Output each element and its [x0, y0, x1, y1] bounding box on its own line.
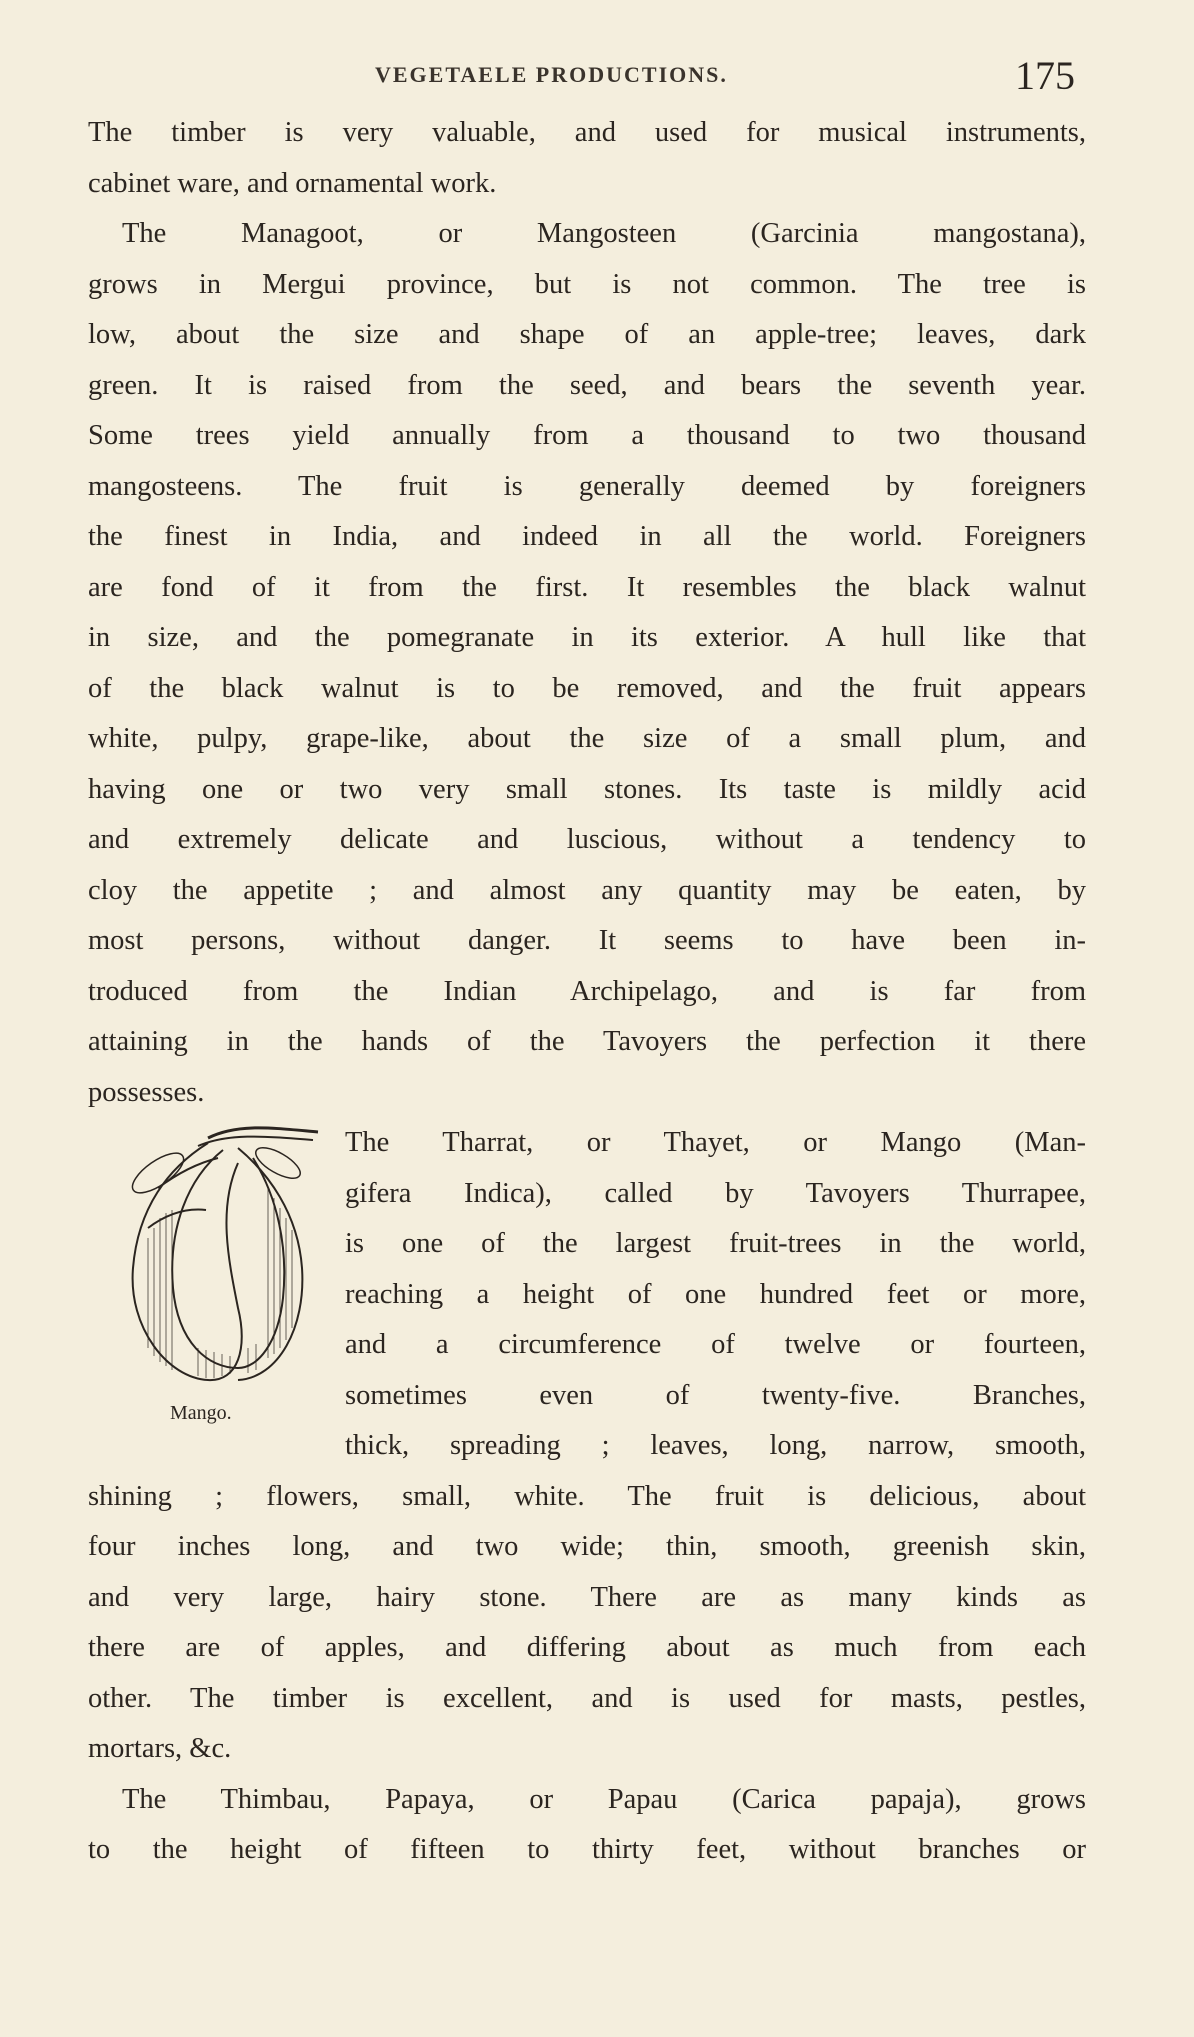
- text-line: cloy the appetite ; and almost any quantity may be eaten, by: [88, 874, 1086, 906]
- text-line: most persons, without danger. It seems to have been in-: [88, 925, 1086, 956]
- body-text: [88, 108, 1086, 1876]
- paragraph-block-bottom: [88, 1421, 1086, 1876]
- page-header: [375, 52, 1075, 102]
- page-number: 175: [1015, 53, 1075, 98]
- text-line: four inches long, and two wide; thin, smooth, greenish skin,: [88, 1531, 1086, 1562]
- text-line: is one of the largest fruit-trees in the world,: [345, 1228, 1086, 1259]
- text-line: cabinet ware, and ornamental work.: [88, 167, 497, 199]
- mango-figure: [88, 1118, 338, 1424]
- text-line: of the black walnut is to be removed, and the fruit appears: [88, 672, 1086, 704]
- text-line: having one or two very small stones. Its taste is mildly acid: [88, 773, 1086, 805]
- text-line: to the height of fifteen to thirty feet, without branches or: [88, 1834, 1086, 1865]
- text-line: The timber is very valuable, and used for musical instruments,: [88, 117, 1086, 148]
- text-line: Some trees yield annually from a thousand to two thousand: [88, 420, 1086, 451]
- text-line: possesses.: [88, 1076, 205, 1108]
- paragraph-block-top: [88, 108, 1086, 1118]
- text-line: and extremely delicate and luscious, without a tendency to: [88, 824, 1086, 855]
- text-line: there are of apples, and differing about as much from each: [88, 1632, 1086, 1663]
- running-head: VEGETAELE PRODUCTIONS.: [375, 62, 728, 87]
- text-line: grows in Mergui province, but is not common. The tree is: [88, 268, 1086, 300]
- text-line: gifera Indica), called by Tavoyers Thurrapee,: [345, 1177, 1086, 1209]
- text-line: are fond of it from the first. It resembles the black walnut: [88, 571, 1086, 603]
- text-line: in size, and the pomegranate in its exterior. A hull like that: [88, 622, 1086, 653]
- text-line: low, about the size and shape of an apple-tree; leaves, dark: [88, 319, 1086, 350]
- text-line: The Tharrat, or Thayet, or Mango (Man-: [345, 1127, 1086, 1158]
- text-line: and a circumference of twelve or fourteen,: [345, 1329, 1086, 1360]
- text-line: mortars, &c.: [88, 1733, 232, 1764]
- text-line: thick, spreading ; leaves, long, narrow, smooth,: [345, 1430, 1086, 1461]
- text-line: green. It is raised from the seed, and bears the seventh year.: [88, 369, 1086, 401]
- text-line: white, pulpy, grape-like, about the size of a small plum, and: [88, 723, 1086, 754]
- paragraph-beside-figure: [345, 1118, 1086, 1421]
- text-line: troduced from the Indian Archipelago, and is far from: [88, 975, 1086, 1007]
- text-line: attaining in the hands of the Tavoyers the perfection it there: [88, 1026, 1086, 1057]
- figure-row: [88, 1118, 1086, 1424]
- text-line: other. The timber is excellent, and is used for masts, pestles,: [88, 1682, 1086, 1714]
- text-line: and very large, hairy stone. There are as many kinds as: [88, 1581, 1086, 1613]
- mango-illustration-icon: [88, 1118, 338, 1398]
- text-line: sometimes even of twenty-five. Branches,: [345, 1379, 1086, 1411]
- text-line: The Thimbau, Papaya, or Papau (Carica papaja), grows: [122, 1783, 1086, 1815]
- text-line: the finest in India, and indeed in all the world. Foreigners: [88, 521, 1086, 552]
- text-line: The Managoot, or Mangosteen (Garcinia mangostana),: [122, 218, 1086, 249]
- text-line: mangosteens. The fruit is generally deemed by foreigners: [88, 470, 1086, 502]
- text-line: reaching a height of one hundred feet or more,: [345, 1278, 1086, 1310]
- figure-caption: Mango.: [170, 1402, 232, 1424]
- text-line: shining ; flowers, small, white. The fruit is delicious, about: [88, 1480, 1086, 1512]
